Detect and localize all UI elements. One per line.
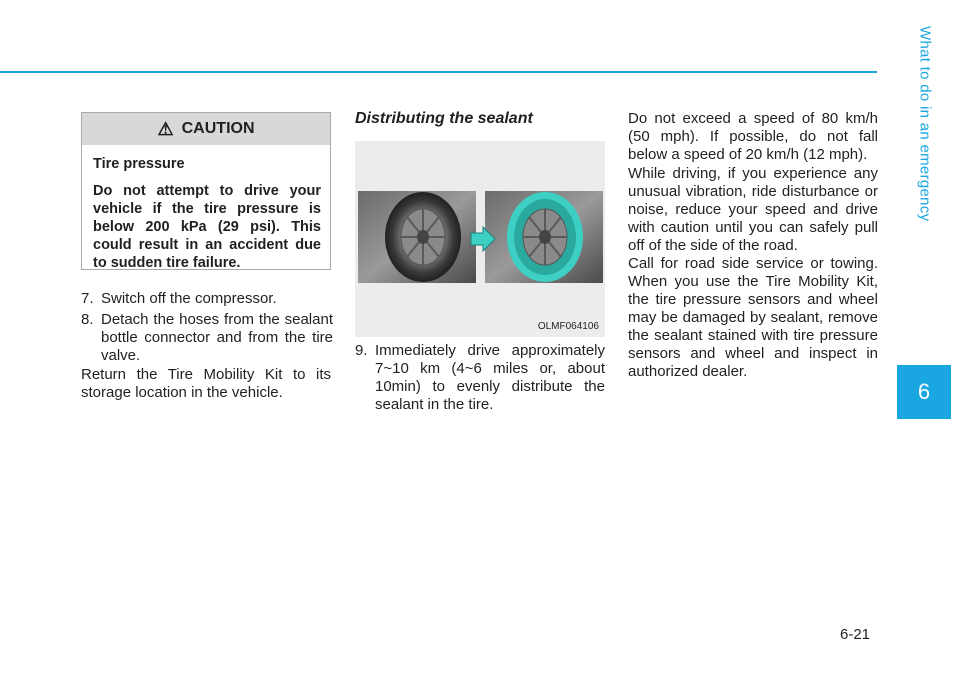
service-paragraph: Call for road side service or towing. When you use the Tire Mobility Kit, the tire pressure sensors and wheel may be damaged by sealant, remove the sealant stained with tire pressure sensors and wheel and inspect in authorized dealer.	[628, 255, 878, 380]
chapter-title: What to do in an emergency	[916, 26, 934, 222]
speed-paragraph: Do not exceed a speed of 80 km/h (50 mph). If possible, do not fall below a speed of 20 km/h (12 mph).	[628, 110, 878, 163]
caution-header	[82, 113, 330, 145]
caution-text: Do not attempt to drive your vehicle if the tire pressure is below 200 kPa (29 psi). This could result in an accident due to sudden tire failure.	[93, 183, 321, 271]
step-text: Detach the hoses from the sealant bottle connector and from the tire valve.	[101, 311, 333, 364]
step-7	[81, 290, 333, 310]
page-number: 6-21	[840, 626, 871, 643]
warning-triangle-icon: ⚠	[157, 118, 174, 139]
step-text: Switch off the compressor.	[101, 290, 277, 307]
step-number: 9.	[355, 342, 368, 359]
step-8	[81, 311, 333, 367]
step-9	[355, 342, 605, 414]
caution-body	[82, 145, 330, 272]
caution-title: Tire pressure	[93, 156, 185, 172]
section-heading: Distributing the sealant	[355, 110, 533, 127]
tire-before-icon	[385, 192, 461, 282]
figure-code: OLMF064106	[537, 321, 599, 332]
vibration-paragraph: While driving, if you experience any unusual vibration, ride disturbance or noise, reduce your speed and drive with caution until you can safely pull off of the side of the road.	[628, 165, 878, 254]
tire-after-icon	[507, 192, 583, 282]
caution-box	[81, 112, 331, 270]
chapter-number: 6	[917, 379, 931, 404]
caution-label: CAUTION	[181, 120, 255, 137]
header-rule	[0, 71, 877, 73]
chapter-number-badge	[897, 365, 951, 419]
tire-illustration	[355, 141, 605, 337]
step-text: Immediately drive approximately 7~10 km (4~6 miles or, about 10min) to evenly distribute the sealant in the tire.	[375, 342, 605, 413]
step-number: 7.	[81, 290, 94, 307]
step-number: 8.	[81, 311, 94, 328]
sealant-figure	[355, 141, 605, 337]
storage-paragraph: Return the Tire Mobility Kit to its storage location in the vehicle.	[81, 366, 331, 401]
